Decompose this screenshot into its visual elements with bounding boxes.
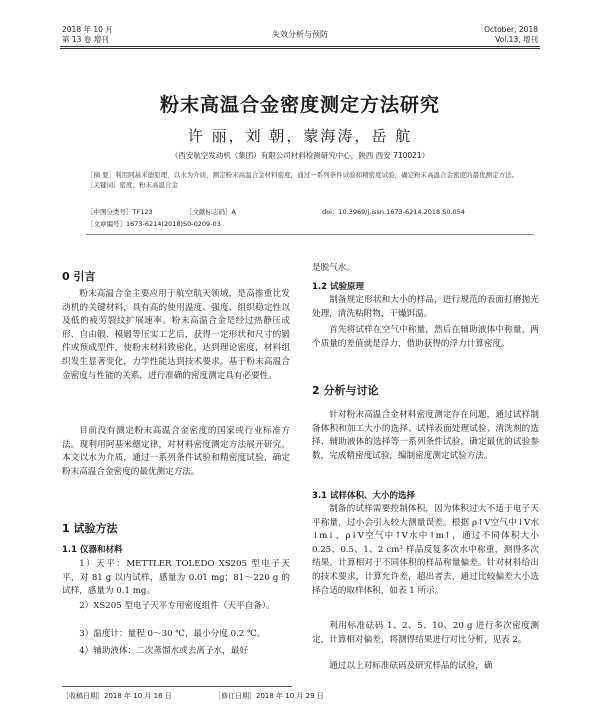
affiliation: （西安航空发动机（集团）有限公司材料检测研究中心，陕西 西安 710021） bbox=[170, 151, 430, 160]
footnote-rule bbox=[62, 686, 292, 687]
abstract-text: ［摘 要］利用阿基米德原理，以水为介质，测定粉末高温合金材料密度，通过一系列条件试验和精密度试验，确定粉末高温合金密度的最优测定方法。 bbox=[87, 171, 519, 179]
abstract-rule bbox=[86, 234, 534, 235]
header-date-en: October, 2018 bbox=[484, 25, 538, 34]
journal-date-volume-en bbox=[484, 25, 538, 45]
header-volume-en: Vol.13, 增刊 bbox=[495, 35, 538, 44]
subsection-heading-instruments: 1.1 仪器和材料 bbox=[62, 545, 123, 555]
abstract-block bbox=[87, 170, 532, 190]
article-number: ［文章编号］1673-6214(2018)S0-0209-03 bbox=[87, 220, 221, 228]
author-list: 许 丽，刘 朝，蒙海涛，岳 航 bbox=[187, 127, 413, 145]
section-heading-intro: 0 引言 bbox=[62, 270, 96, 283]
header-rule bbox=[60, 46, 540, 47]
section-heading-methods: 1 试验方法 bbox=[62, 522, 118, 535]
sample-size-paragraph-2: 利用标准砝码 1、2、5、10、20 g 进行多次密度测定，计算相对偏差，将测得结果进行对比分析，见表 2。 bbox=[312, 621, 539, 645]
doi: doi：10.3969/j.issn.1673-6214.2018.S0.054 bbox=[322, 208, 465, 216]
document-code: ［文献标志码］A bbox=[186, 208, 236, 216]
clc-number: ［中图分类号］TF123 bbox=[87, 208, 153, 216]
journal-name: 失效分析与预防 bbox=[272, 30, 328, 39]
revised-date: ［修订日期］2018 年 10 月 29 日 bbox=[214, 692, 324, 700]
continued-text: 是脱气水。 bbox=[312, 263, 355, 273]
subsection-heading-sample-size: 3.1 试样体积、大小的选择 bbox=[312, 491, 416, 501]
paper-title: 粉末高温合金密度测定方法研究 bbox=[159, 94, 440, 116]
header-rule-thin bbox=[60, 48, 540, 49]
instrument-item-4: 4）辅助液体：二次蒸馏水或去离子水，最好 bbox=[79, 646, 248, 656]
keywords: ［关键词］密度；粉末高温合金 bbox=[87, 181, 178, 189]
principle-paragraph-1: 制备规定形状和大小的样品，进行规范的表面打磨抛光处理，清洗粘附物，干燥饵温。 bbox=[312, 295, 539, 319]
received-date: ［收稿日期］2018 年 10 月 16 日 bbox=[62, 692, 172, 700]
sample-size-paragraph-1: 制备的试样需要控制体积，因为体积过大不适于电子天平称量，过小会引入较大测量误差。根据 ρ↑V空气中↓V水↓m↓，ρ↓V空气中↑V水中↑m↑，通过不同体积大小 0.25、0.5、1、2 cm³ 样品反复多次水中称重，测得多次结果，计算相对于不同体积的样品称量偏差。针对材料给出的技术要求，计算允许差，超出者去，通过比较偏差大小选择合适的取样体积，如表 1 所示。 bbox=[312, 504, 539, 596]
section-heading-analysis: 2 分析与讨论 bbox=[312, 384, 379, 397]
instrument-item-2: 2）XS205 型电子天平专用密度组件（天平自备）。 bbox=[79, 601, 275, 611]
header-volume: 第 13 卷 增刊 bbox=[62, 35, 109, 44]
subsection-heading-principle: 1.2 试验原理 bbox=[312, 282, 365, 292]
principle-paragraph-2: 首先将试样在空气中称量，然后在辅助液体中称量，两个质量的差值就是浮力，借助获得的浮力计算密度。 bbox=[312, 325, 539, 349]
intro-paragraph-2: 目前没有测定粉末高温合金密度的国家或行业标准方法。现利用阿基米德定律，对材料密度测定方法展开研究。本文以水为介质，通过一系列条件试验和精密度试验，确定粉末高温合金密度的最优测定方法。 bbox=[62, 426, 290, 477]
analysis-paragraph: 针对粉末高温合金材料密度测定存在问题，通过试样制备体积和加工大小的选择、试样表面处理试验、清洗剂的选择、辅助液体的选择等一系列条件试验，确定最优的试验参数，完成精密度试验，编制密度测定试验方法。 bbox=[312, 410, 539, 461]
instrument-item-3: 3）温度计：量程 0～30 ℃，最小分度 0.2 ℃。 bbox=[79, 629, 266, 639]
header-date: 2018 年 10 月 bbox=[62, 25, 113, 34]
instrument-item-1: 1）天平：METTLER TOLEDO XS205 型电子天平，对 81 g 以内试样，感量为 0.01 mg；81～220 g 的试样，感量为 0.1 mg。 bbox=[62, 559, 290, 597]
sample-size-paragraph-3: 通过以上对标准砝码及研究样品的试验，确 bbox=[329, 661, 493, 671]
intro-paragraph-1: 粉末高温合金主要应用于航空航天领域，是高推重比发动机的关键材料，具有高的使用温度、强度、组织稳定性以及低的疲劳裂纹扩展速率。粉末高温合金是经过热静压成形、自由锻、模锻等压实工艺后，获得一定形状和尺寸的锻件或预成型件，使粉末材料致密化，达到理论密度，材料组织发生显著变化，力学性能达到技术要求。基于粉末高温合金密度与性能的关系，进行准确的密度测定具有必要性。 bbox=[62, 289, 290, 381]
